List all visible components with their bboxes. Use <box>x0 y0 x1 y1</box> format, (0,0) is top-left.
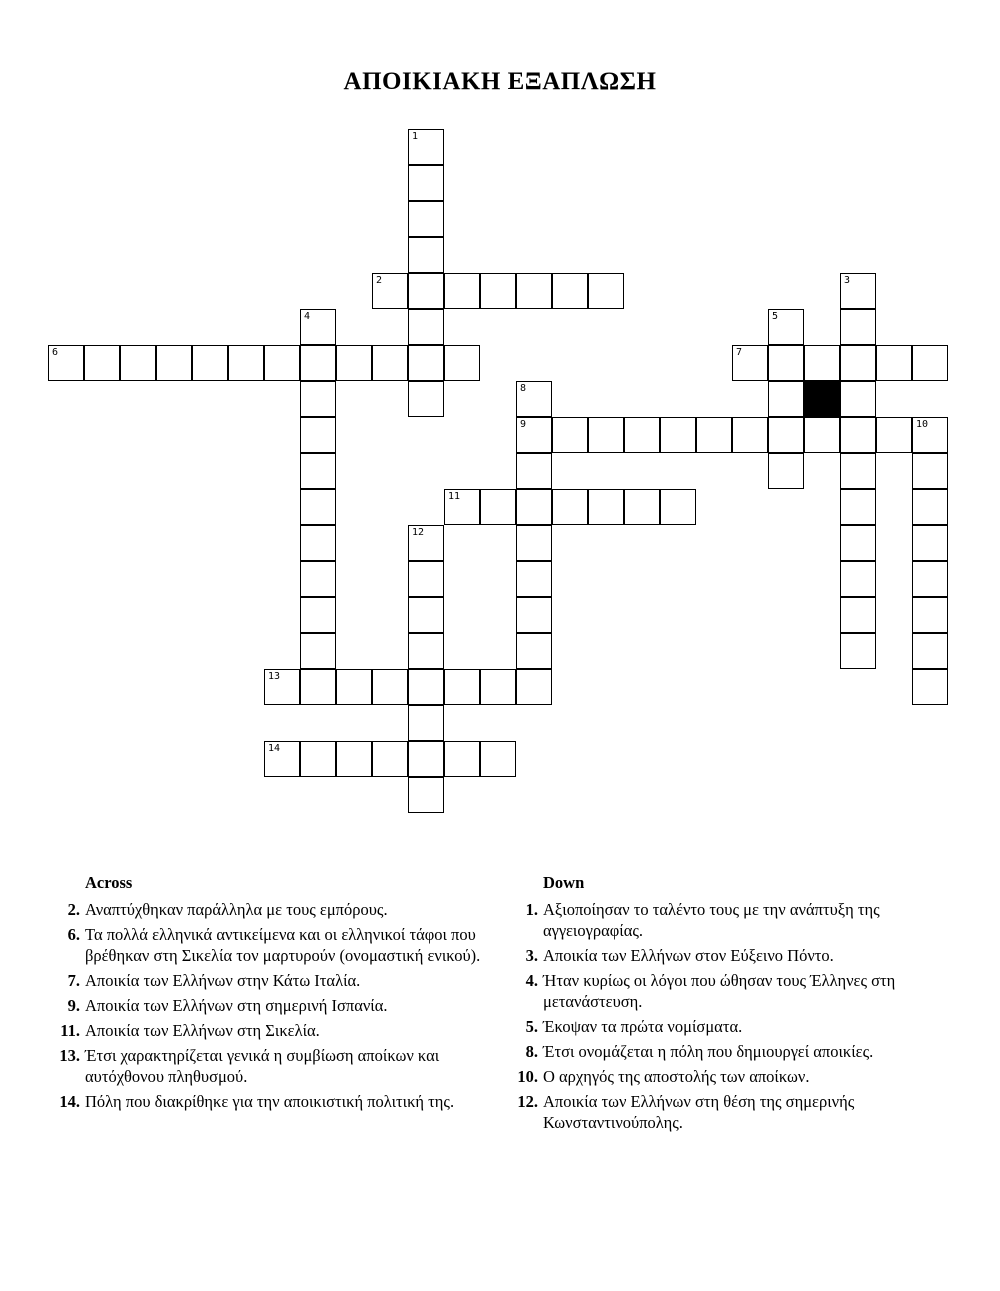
grid-cell[interactable] <box>408 165 444 201</box>
grid-cell[interactable] <box>48 345 84 381</box>
grid-cell[interactable] <box>912 561 948 597</box>
clue-text: Αποικία των Ελλήνων στην Κάτω Ιταλία. <box>85 971 361 990</box>
across-clue-list <box>50 899 490 1112</box>
clue-number: 9 <box>520 419 527 430</box>
grid-cell[interactable] <box>516 525 552 561</box>
grid-cell[interactable] <box>300 453 336 489</box>
page-title: ΑΠΟΙΚΙΑΚΗ ΕΞΑΠΛΩΣΗ <box>343 68 657 95</box>
clue-text: Αξιοποίησαν το ταλέντο τους με την ανάπτυξη της αγγειογραφίας. <box>543 900 880 940</box>
grid-cell[interactable] <box>624 417 660 453</box>
clue-number: 6. <box>67 925 80 944</box>
clue-text: Αποικία των Ελλήνων στον Εύξεινο Πόντο. <box>543 946 834 965</box>
grid-cell[interactable] <box>264 345 300 381</box>
clue-text: Τα πολλά ελληνικά αντικείμενα και οι ελληνικοί τάφοι που βρέθηκαν στη Σικελία τον μαρτυρούν (ονομαστική ενικού). <box>85 925 481 965</box>
clue-number: 4. <box>525 971 538 990</box>
clue-text: Ο αρχηγός της αποστολής των αποίκων. <box>543 1067 810 1086</box>
grid-cell[interactable] <box>912 489 948 525</box>
grid-cell[interactable] <box>912 597 948 633</box>
grid-cell[interactable] <box>840 417 876 453</box>
grid-cell[interactable] <box>408 273 444 309</box>
clue-number: 4 <box>304 311 311 322</box>
grid-cell[interactable] <box>912 453 948 489</box>
blocked-cell <box>804 381 840 417</box>
grid-cell[interactable] <box>768 345 804 381</box>
clue-number: 12. <box>517 1092 538 1111</box>
grid-cell[interactable] <box>912 417 948 453</box>
grid-cell[interactable] <box>480 489 516 525</box>
grid-cell[interactable] <box>408 201 444 237</box>
grid-cell[interactable] <box>300 381 336 417</box>
grid-cell[interactable] <box>84 345 120 381</box>
clue-text: Αποικία των Ελλήνων στη σημερινή Ισπανία. <box>85 996 388 1015</box>
grid-cell[interactable] <box>840 489 876 525</box>
across-clue <box>50 924 490 966</box>
clue-number: 14 <box>268 743 281 754</box>
grid-cell[interactable] <box>408 309 444 345</box>
across-clue <box>50 995 490 1016</box>
grid-cell[interactable] <box>480 741 516 777</box>
grid-cell[interactable] <box>696 417 732 453</box>
down-heading: Down <box>543 873 585 892</box>
clue-number: 8 <box>520 383 527 394</box>
grid-cell[interactable] <box>516 417 552 453</box>
grid-cell[interactable] <box>516 561 552 597</box>
grid-cell[interactable] <box>768 381 804 417</box>
clue-number: 5 <box>772 311 779 322</box>
grid-cell[interactable] <box>840 633 876 669</box>
clue-number: 13. <box>59 1046 80 1065</box>
grid-cell[interactable] <box>552 273 588 309</box>
clue-text: Αποικία των Ελλήνων στη θέση της σημερινής Κωνσταντινούπολης. <box>543 1092 855 1132</box>
across-clue <box>50 970 490 991</box>
grid-cell[interactable] <box>732 417 768 453</box>
grid-cell[interactable] <box>912 345 948 381</box>
clue-number: 11. <box>60 1021 80 1040</box>
grid-cell[interactable] <box>336 669 372 705</box>
grid-cell[interactable] <box>444 669 480 705</box>
clue-number: 2 <box>376 275 383 286</box>
grid-cell[interactable] <box>120 345 156 381</box>
down-clue-list <box>508 899 948 1133</box>
clue-number: 11 <box>448 491 461 502</box>
grid-cell[interactable] <box>408 669 444 705</box>
clue-number: 13 <box>268 671 281 682</box>
clue-number: 6 <box>52 347 59 358</box>
clue-number: 10 <box>916 419 929 430</box>
grid-cell[interactable] <box>516 453 552 489</box>
grid-cell[interactable] <box>480 669 516 705</box>
down-clue <box>508 1066 948 1087</box>
down-clues <box>508 872 948 1137</box>
clue-number: 8. <box>525 1042 538 1061</box>
clue-number: 2. <box>67 900 80 919</box>
grid-cell[interactable] <box>300 561 336 597</box>
grid-cell[interactable] <box>300 597 336 633</box>
grid-cell[interactable] <box>372 669 408 705</box>
grid-cell[interactable] <box>264 669 300 705</box>
grid-cell[interactable] <box>876 345 912 381</box>
grid-cell[interactable] <box>192 345 228 381</box>
grid-cell[interactable] <box>408 525 444 561</box>
clue-number: 5. <box>525 1017 538 1036</box>
clue-text: Έτσι ονομάζεται η πόλη που δημιουργεί αποικίες. <box>543 1042 874 1061</box>
grid-cell[interactable] <box>408 597 444 633</box>
down-clue <box>508 899 948 941</box>
grid-cell[interactable] <box>372 273 408 309</box>
grid-cell[interactable] <box>372 345 408 381</box>
across-clue <box>50 1020 490 1041</box>
clue-number: 9. <box>67 996 80 1015</box>
grid-cell[interactable] <box>660 417 696 453</box>
grid-cell[interactable] <box>732 345 768 381</box>
grid-cell[interactable] <box>588 417 624 453</box>
grid-cell[interactable] <box>480 273 516 309</box>
grid-cell[interactable] <box>840 273 876 309</box>
clue-number: 10. <box>517 1067 538 1086</box>
grid-cell[interactable] <box>408 237 444 273</box>
grid-cell[interactable] <box>768 417 804 453</box>
across-clues <box>50 872 490 1116</box>
grid-cell[interactable] <box>876 417 912 453</box>
down-clue <box>508 1041 948 1062</box>
grid-cell[interactable] <box>804 345 840 381</box>
across-heading: Across <box>85 873 133 892</box>
grid-cell[interactable] <box>408 777 444 813</box>
clue-text: Έκοψαν τα πρώτα νομίσματα. <box>543 1017 743 1036</box>
grid-cell[interactable] <box>300 669 336 705</box>
grid-cell[interactable] <box>444 741 480 777</box>
grid-cell[interactable] <box>300 633 336 669</box>
grid-cell[interactable] <box>660 489 696 525</box>
clue-number: 1. <box>525 900 538 919</box>
grid-cell[interactable] <box>300 489 336 525</box>
grid-cell[interactable] <box>300 345 336 381</box>
grid-cell[interactable] <box>336 345 372 381</box>
grid-cell[interactable] <box>840 597 876 633</box>
grid-cell[interactable] <box>408 345 444 381</box>
clue-number: 12 <box>412 527 425 538</box>
grid-cell[interactable] <box>840 345 876 381</box>
grid-cell[interactable] <box>444 489 480 525</box>
down-clue <box>508 1016 948 1037</box>
clue-number: 7 <box>736 347 743 358</box>
grid-cell[interactable] <box>228 345 264 381</box>
grid-cell[interactable] <box>300 417 336 453</box>
grid-cell[interactable] <box>408 129 444 165</box>
grid-cell[interactable] <box>336 741 372 777</box>
grid-cell[interactable] <box>840 561 876 597</box>
grid-cell[interactable] <box>588 489 624 525</box>
clue-number: 14. <box>59 1092 80 1111</box>
grid-cell[interactable] <box>300 309 336 345</box>
grid-cell[interactable] <box>516 597 552 633</box>
grid-cell[interactable] <box>408 381 444 417</box>
grid-cell[interactable] <box>516 489 552 525</box>
grid-cell[interactable] <box>408 705 444 741</box>
grid-cell[interactable] <box>912 633 948 669</box>
grid-cell[interactable] <box>840 525 876 561</box>
grid-cell[interactable] <box>840 309 876 345</box>
grid-cell[interactable] <box>444 273 480 309</box>
grid-cell[interactable] <box>624 489 660 525</box>
grid-cell[interactable] <box>516 669 552 705</box>
grid-cell[interactable] <box>156 345 192 381</box>
grid-cell[interactable] <box>768 309 804 345</box>
grid-cell[interactable] <box>804 417 840 453</box>
grid-cell[interactable] <box>840 381 876 417</box>
grid-cell[interactable] <box>912 525 948 561</box>
clue-number: 3 <box>844 275 851 286</box>
grid-cell[interactable] <box>588 273 624 309</box>
grid-cell[interactable] <box>408 633 444 669</box>
grid-cell[interactable] <box>552 489 588 525</box>
grid-cell[interactable] <box>408 561 444 597</box>
clue-text: Αποικία των Ελλήνων στη Σικελία. <box>85 1021 320 1040</box>
down-clue <box>508 1091 948 1133</box>
clue-number: 7. <box>67 971 80 990</box>
grid-cell[interactable] <box>264 741 300 777</box>
grid-cell[interactable] <box>516 633 552 669</box>
clue-text: Έτσι χαρακτηρίζεται γενικά η συμβίωση αποίκων και αυτόχθονου πληθυσμού. <box>85 1046 440 1086</box>
grid-cell[interactable] <box>768 453 804 489</box>
grid-cell[interactable] <box>552 417 588 453</box>
grid-cell[interactable] <box>408 741 444 777</box>
grid-cell[interactable] <box>372 741 408 777</box>
grid-cell[interactable] <box>516 381 552 417</box>
across-clue <box>50 899 490 920</box>
across-clue <box>50 1045 490 1087</box>
across-clue <box>50 1091 490 1112</box>
clue-number: 3. <box>525 946 538 965</box>
clue-number: 1 <box>412 131 419 142</box>
clue-text: Αναπτύχθηκαν παράλληλα με τους εμπόρους. <box>85 900 388 919</box>
grid-cell[interactable] <box>444 345 480 381</box>
grid-cell[interactable] <box>840 453 876 489</box>
down-clue <box>508 970 948 1012</box>
down-clue <box>508 945 948 966</box>
grid-cell[interactable] <box>516 273 552 309</box>
clue-text: Ήταν κυρίως οι λόγοι που ώθησαν τους Έλληνες στη μετανάστευση. <box>543 971 896 1011</box>
grid-cell[interactable] <box>300 741 336 777</box>
clue-text: Πόλη που διακρίθηκε για την αποικιστική πολιτική της. <box>85 1092 455 1111</box>
grid-cell[interactable] <box>912 669 948 705</box>
grid-cell[interactable] <box>300 525 336 561</box>
